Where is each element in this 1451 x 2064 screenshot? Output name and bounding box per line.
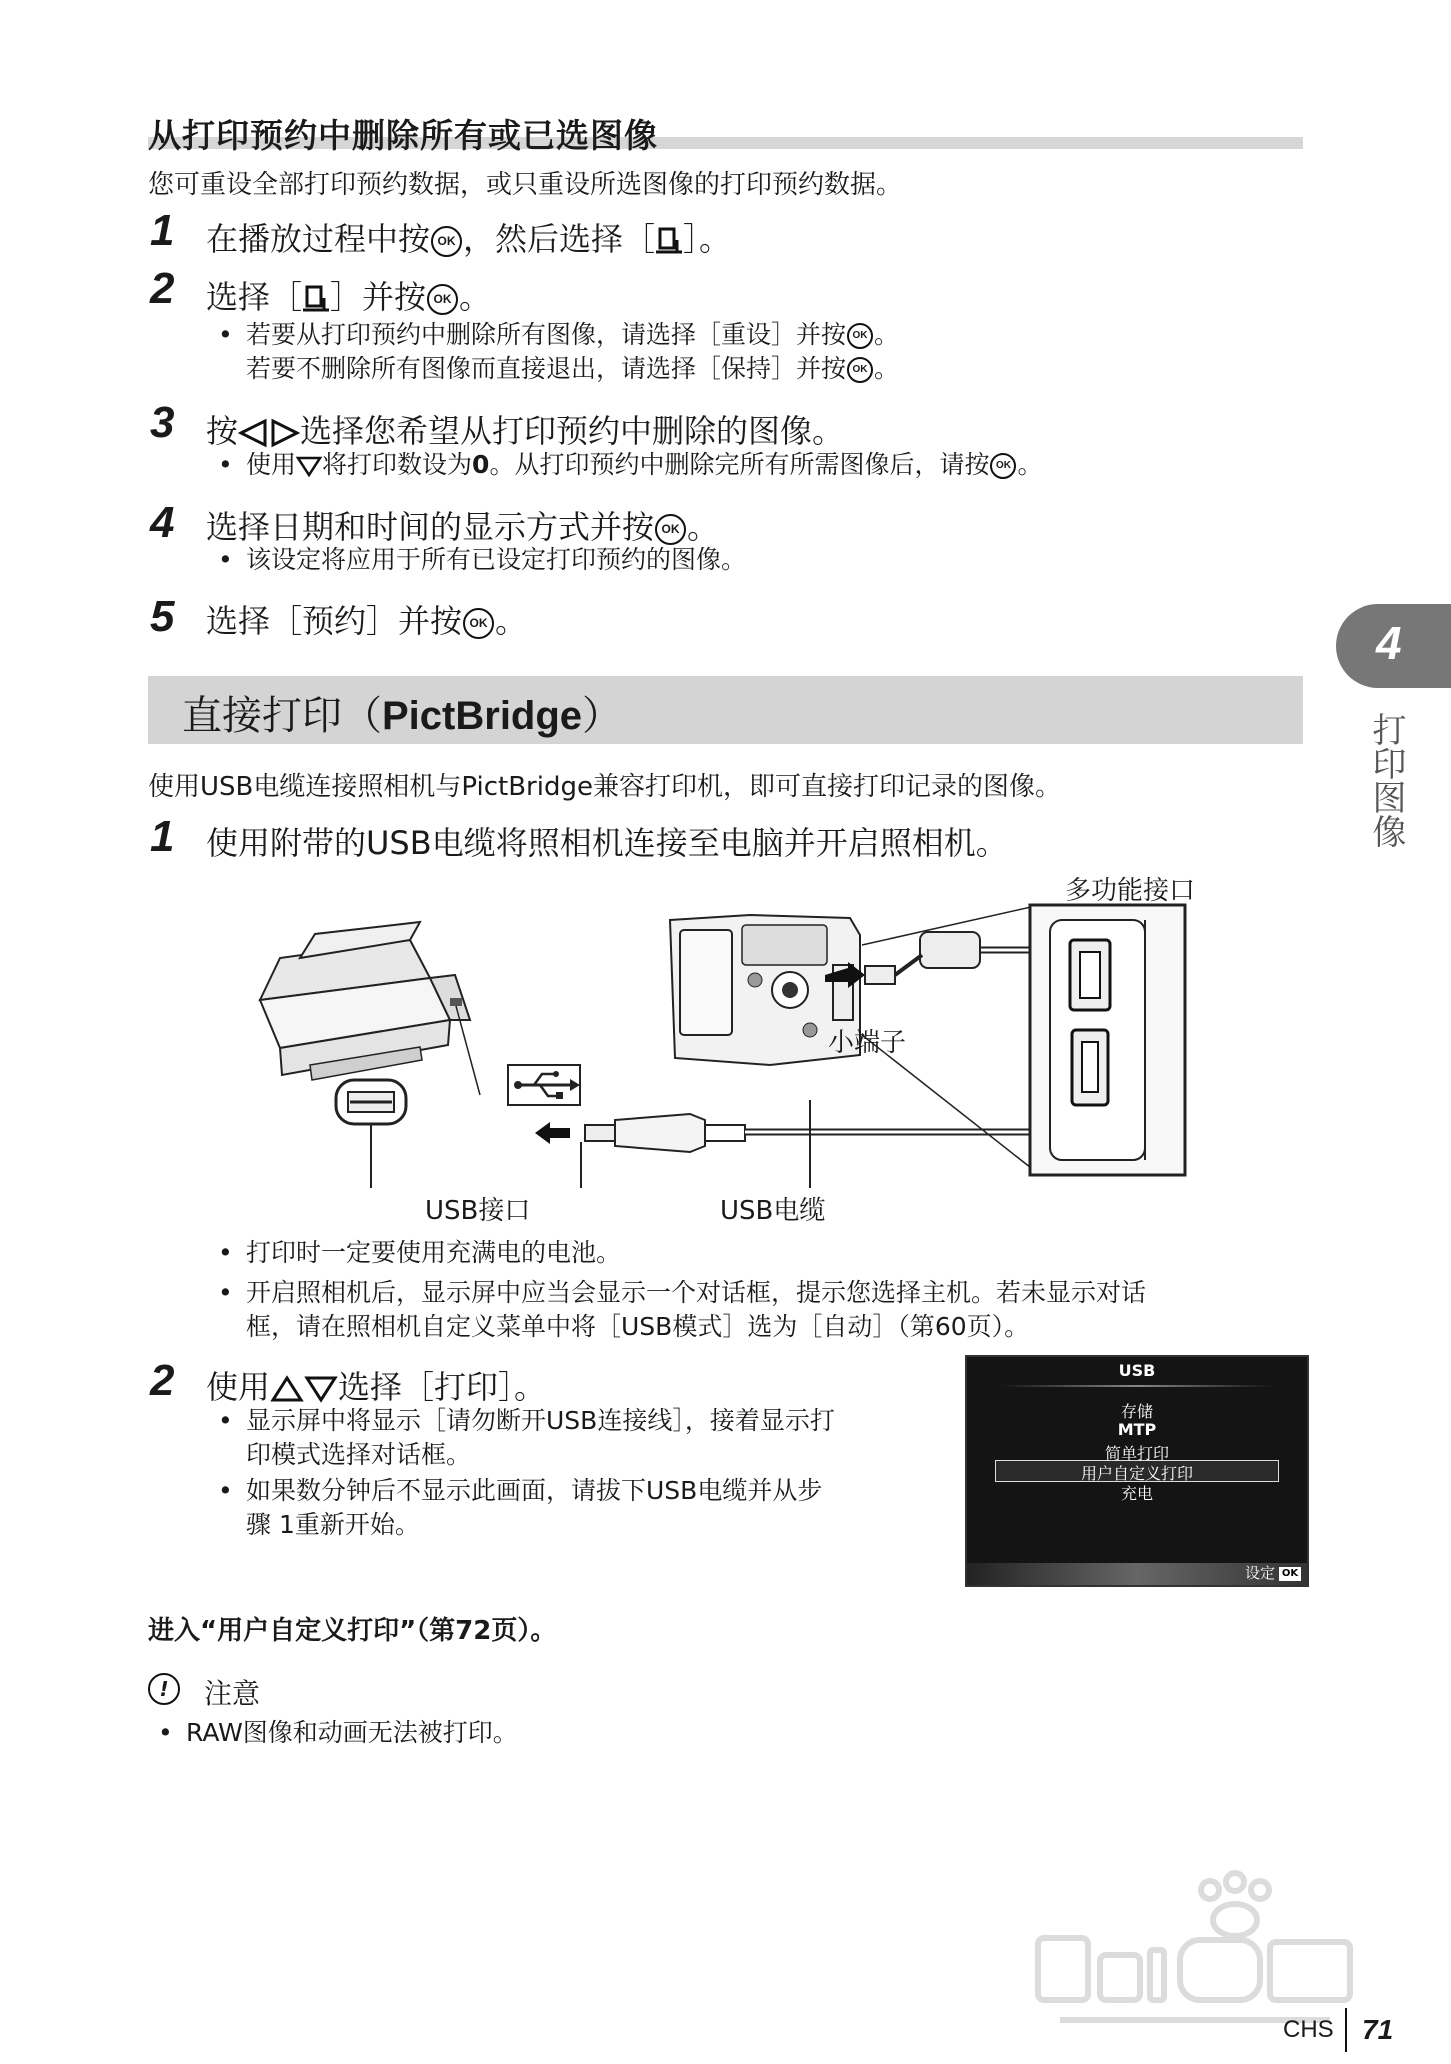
ok-button-icon: OK: [1279, 1567, 1301, 1581]
step-text: 在播放过程中按 OK ，然后选择［ ］。: [206, 220, 732, 258]
usb-menu-item-selected[interactable]: 用户自定义打印: [1080, 1464, 1193, 1483]
section-title-delete-print-order: 从打印预约中删除所有或已选图像: [148, 116, 658, 155]
step-text: 选择［ ］并按 OK 。: [206, 278, 492, 316]
bullet-item: • 打印时一定要使用充满电的电池。: [218, 1238, 622, 1267]
left-right-arrow-icon: [238, 418, 300, 448]
usb-menu-screen: [965, 1355, 1309, 1587]
section-title-pictbridge: 直接打印（PictBridge）: [182, 693, 623, 739]
ok-button-icon: OK: [847, 357, 873, 383]
caution-icon: !: [148, 1673, 180, 1705]
step-number: 2: [150, 1356, 175, 1405]
label-usb-port: USB接口: [425, 1196, 531, 1226]
step-text: 按 选择您希望从打印预约中删除的图像。: [206, 412, 845, 450]
step-number: 2: [150, 264, 175, 313]
up-arrow-icon: [270, 1375, 304, 1403]
ok-button-icon: OK: [431, 226, 462, 257]
caution-item: • RAW图像和动画无法被打印。: [158, 1718, 518, 1747]
caution-title: 注意: [204, 1677, 261, 1710]
usb-cable-plug: [580, 1114, 745, 1188]
usb-menu-item[interactable]: 简单打印: [1104, 1444, 1169, 1463]
step-text: 使用 选择［打印］。: [206, 1368, 547, 1406]
footer-divider: [1345, 2008, 1347, 2052]
bullet-item: • 若要从打印预约中删除所有图像，请选择［重设］并按 OK 。 若要不删除所有图像而直接退出，请选择［保持］并按 OK 。: [218, 320, 900, 383]
label-usb-cable: USB电缆: [720, 1196, 826, 1226]
chapter-number: 4: [1376, 617, 1402, 669]
label-multi-function-port: 多功能接口: [1065, 876, 1196, 906]
section-intro: 您可重设全部打印预约数据，或只重设所选图像的打印预约数据。: [148, 170, 903, 200]
printer-illustration: [260, 922, 470, 1080]
bullet-item: • 使用 将打印数设为0。从打印预约中删除完所有所需图像后，请按 OK 。: [218, 450, 1043, 479]
insert-arrow-icon: [535, 1122, 570, 1144]
ferrite-core: [920, 932, 980, 968]
bullet-item: • 该设定将应用于所有已设定打印预约的图像。: [218, 545, 747, 574]
usb-menu-item[interactable]: 存储: [1120, 1402, 1153, 1421]
ok-button-icon: OK: [655, 514, 686, 545]
step-number: 3: [150, 398, 175, 447]
ok-button-icon: OK: [427, 284, 458, 315]
usb-menu-header: USB: [1118, 1361, 1156, 1380]
ok-button-icon: OK: [463, 608, 494, 639]
usb-symbol-icon: [508, 1065, 580, 1105]
page-number: 71: [1362, 2014, 1394, 2045]
print-order-icon: [302, 284, 330, 314]
step-text: 选择［预约］并按 OK 。: [206, 602, 528, 640]
section-intro: 使用USB电缆连接照相机与PictBridge兼容打印机，即可直接打印记录的图像。: [148, 772, 1061, 802]
step-number: 1: [150, 812, 175, 861]
usb-menu-separator: [997, 1385, 1277, 1387]
bullet-item: • 如果数分钟后不显示此画面，请拔下USB电缆并从步 骤 1重新开始。: [218, 1476, 823, 1539]
bullet-item: • 显示屏中将显示［请勿断开USB连接线］，接着显示打 印模式选择对话框。: [218, 1406, 835, 1469]
usb-menu-item[interactable]: 充电: [1120, 1484, 1153, 1503]
goto-custom-print: 进入“用户自定义打印”（第72页）。: [148, 1616, 557, 1646]
down-arrow-icon: [304, 1375, 338, 1403]
step-number: 1: [150, 206, 175, 255]
connection-diagram: [250, 870, 1200, 1230]
bullet-item: • 开启照相机后，显示屏中应当会显示一个对话框，提示您选择主机。若未显示对话 框，请在照相机自定义菜单中将［USB模式］选为［自动］（第60页）。: [218, 1278, 1147, 1341]
down-arrow-icon: [296, 455, 322, 477]
usb-menu-footer-label: 设定: [1244, 1564, 1275, 1582]
watermark-logo: [1030, 1870, 1360, 2030]
print-order-icon: [655, 226, 683, 256]
ok-button-icon: OK: [990, 453, 1016, 479]
step-number: 4: [150, 498, 175, 547]
label-small-terminal: 小端子: [828, 1028, 907, 1058]
footer-language: CHS: [1283, 2016, 1334, 2043]
usb-menu-item[interactable]: MTP: [1117, 1420, 1157, 1439]
step-text: 选择日期和时间的显示方式并按 OK 。: [206, 508, 720, 546]
chapter-title: 打印图像: [1366, 712, 1406, 848]
multi-port-zoom: [1030, 905, 1185, 1175]
step-text: 使用附带的USB电缆将照相机连接至电脑并开启照相机。: [206, 824, 1008, 862]
ok-button-icon: OK: [847, 323, 873, 349]
step-number: 5: [150, 592, 175, 641]
